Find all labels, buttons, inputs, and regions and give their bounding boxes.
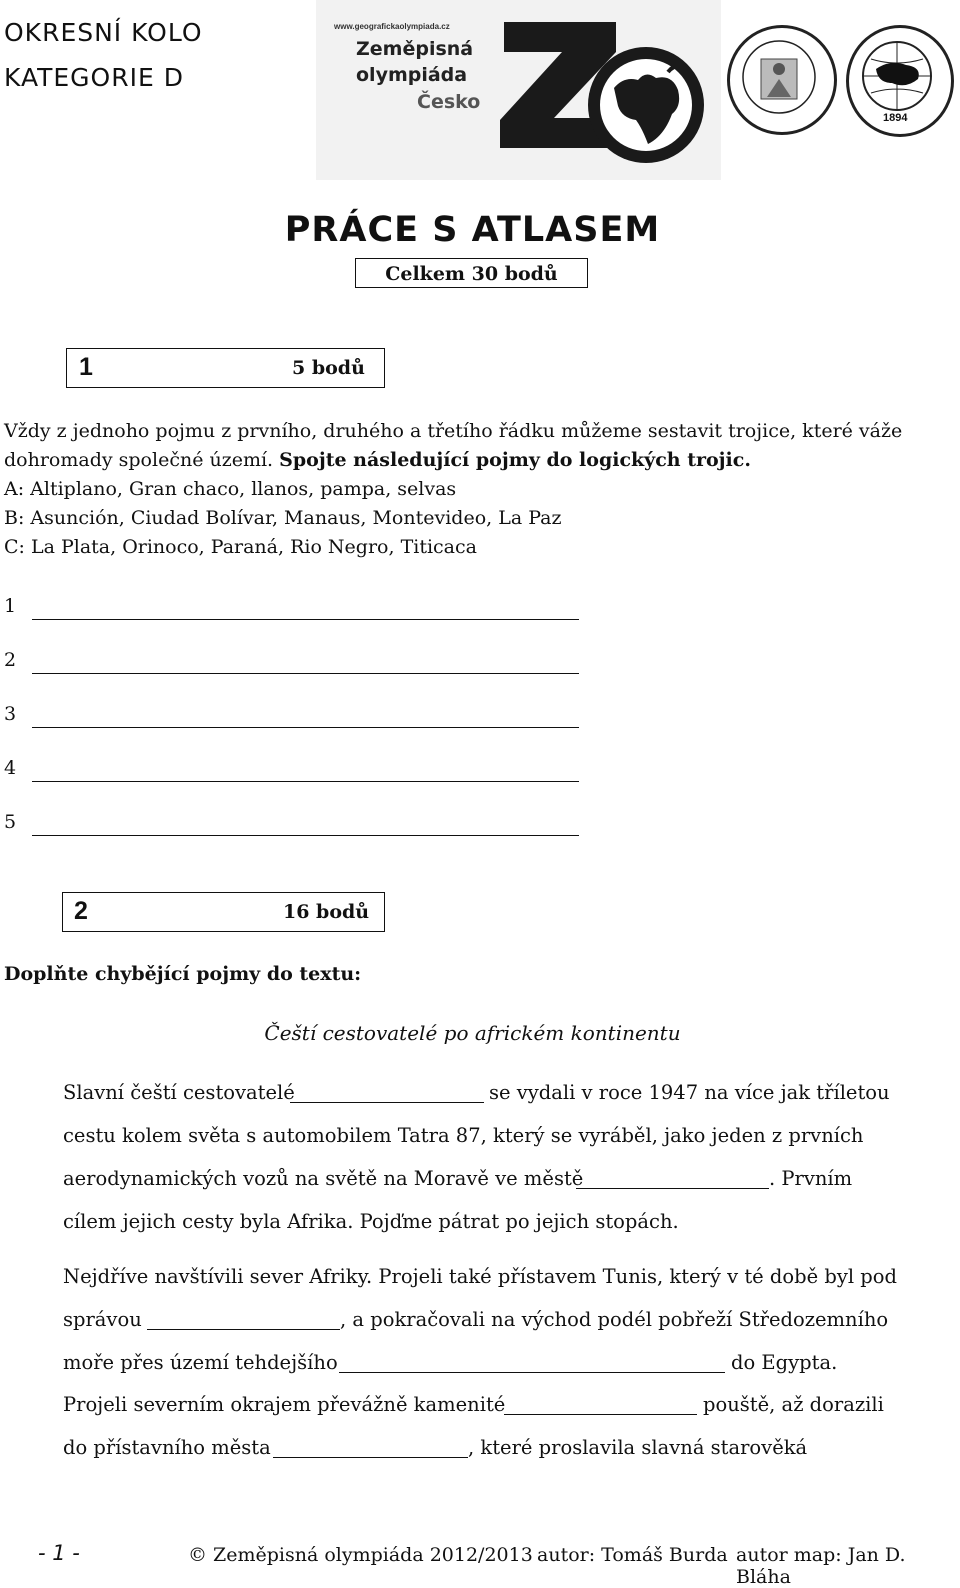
text-line: Nejdříve navštívili sever Afriky. Projeli také přístavem Tunis, který v té době byl pod — [63, 1265, 898, 1288]
q1-intro-text: dohromady společné území. — [4, 449, 280, 471]
text-line: do Egypta. — [731, 1351, 838, 1374]
question-points: 5 bodů — [292, 357, 365, 379]
q1-instruction: Spojte následující pojmy do logických trojic. — [279, 449, 751, 471]
answer-line[interactable] — [32, 781, 579, 782]
answer-row[interactable] — [4, 595, 16, 617]
faculty-seal — [727, 25, 837, 135]
logo-line-2: olympiáda — [356, 64, 468, 86]
total-points-box: Celkem 30 bodů — [355, 258, 588, 288]
page-number: - 1 - — [38, 1541, 80, 1565]
answer-row[interactable] — [4, 811, 16, 833]
answer-line[interactable] — [32, 727, 579, 728]
answer-row[interactable] — [4, 703, 16, 725]
text-line: moře přes území tehdejšího — [63, 1351, 338, 1374]
geographic-society-seal — [846, 25, 954, 137]
q2-instruction: Doplňte chybějící pojmy do textu: — [4, 963, 362, 985]
answer-number: 4 — [4, 757, 17, 779]
olympiad-logo — [316, 0, 721, 180]
text-line: aerodynamických vozů na světě na Moravě ve městě — [63, 1167, 584, 1190]
text-line: cestu kolem světa s automobilem Tatra 87, který se vyráběl, jako jeden z prvních — [63, 1124, 864, 1147]
text-line: správou — [63, 1308, 142, 1331]
logo-url: www.geografickaolympiada.cz — [334, 22, 450, 31]
question-number: 1 — [79, 353, 93, 381]
fill-blank-travelers[interactable] — [290, 1102, 484, 1103]
text-line: pouště, až dorazili — [703, 1393, 884, 1416]
text-line: se vydali v roce 1947 na více jak tříletou — [489, 1081, 890, 1104]
answer-number: 5 — [4, 811, 17, 833]
answer-number: 1 — [4, 595, 17, 617]
fill-blank-administration[interactable] — [147, 1329, 340, 1330]
text-line: Projeli severním okrajem převážně kamenité — [63, 1393, 506, 1416]
answer-number: 3 — [4, 703, 17, 725]
text-line: . Prvním — [769, 1167, 853, 1190]
text-line: Slavní čeští cestovatelé — [63, 1081, 295, 1104]
question-2-box — [62, 892, 385, 932]
q1-intro — [4, 417, 934, 562]
answer-row[interactable] — [4, 649, 16, 671]
footer-map-author: autor map: Jan D. Bláha — [736, 1544, 906, 1588]
q2-subtitle: Čeští cestovatelé po africkém kontinentu — [264, 1021, 681, 1045]
q1-row-c: C: La Plata, Orinoco, Paraná, Rio Negro, Titicaca — [4, 536, 477, 558]
question-points: 16 bodů — [283, 901, 370, 923]
fill-blank-territory[interactable] — [339, 1372, 725, 1373]
answer-number: 2 — [4, 649, 17, 671]
fill-blank-port-city[interactable] — [273, 1457, 468, 1458]
text-line: do přístavního města — [63, 1436, 271, 1459]
question-1-box — [66, 348, 385, 388]
q1-intro-line-2 — [4, 446, 934, 475]
q1-row-a: A: Altiplano, Gran chaco, llanos, pampa, selvas — [4, 478, 457, 500]
footer-copyright: © Zeměpisná olympiáda 2012/2013 — [188, 1544, 533, 1566]
page-title: PRÁCE S ATLASEM — [284, 210, 661, 250]
answer-line[interactable] — [32, 619, 579, 620]
text-line: , a pokračovali na východ podél pobřeží Středozemního — [340, 1308, 889, 1331]
logo-line-1: Zeměpisná — [356, 38, 474, 60]
seal-year: 1894 — [883, 112, 908, 124]
logo-line-3: Česko — [417, 91, 481, 113]
header-line-1: OKRESNÍ KOLO — [4, 18, 203, 47]
q1-intro-line-1: Vždy z jednoho pojmu z prvního, druhého a třetího řádku můžeme sestavit trojice, které váže — [4, 420, 903, 442]
q1-row-b: B: Asunción, Ciudad Bolívar, Manaus, Montevideo, La Paz — [4, 507, 562, 529]
answer-row[interactable] — [4, 757, 16, 779]
question-number: 2 — [74, 897, 88, 925]
answer-line[interactable] — [32, 673, 579, 674]
answer-line[interactable] — [32, 835, 579, 836]
zo-logo-icon — [496, 10, 706, 172]
text-line: cílem jejich cesty byla Afrika. Pojďme pátrat po jejich stopách. — [63, 1210, 679, 1233]
header-line-2: KATEGORIE D — [4, 63, 184, 92]
fill-blank-city[interactable] — [576, 1188, 769, 1189]
text-line: , které proslavila slavná starověká — [468, 1436, 808, 1459]
fill-blank-desert[interactable] — [504, 1414, 697, 1415]
footer-author: autor: Tomáš Burda — [537, 1544, 728, 1566]
